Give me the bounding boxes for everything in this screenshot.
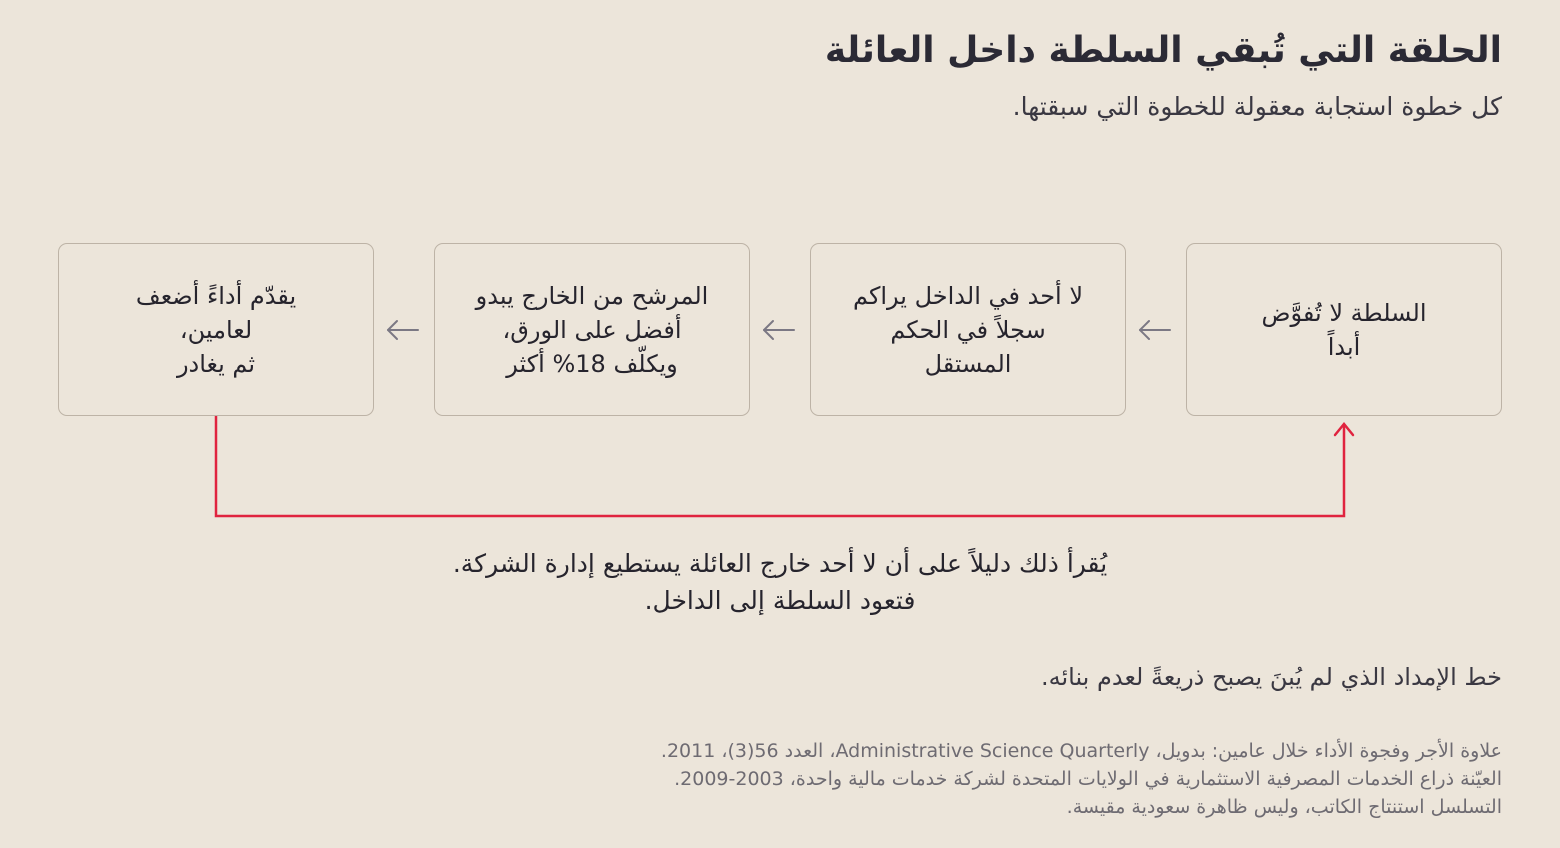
page-title: الحلقة التي تُبقي السلطة داخل العائلة: [824, 30, 1502, 71]
loop-caption: [380, 545, 1180, 619]
step-1-line-2: أبداً: [1327, 332, 1361, 361]
step-3-line-2: أفضل على الورق،: [502, 315, 682, 344]
step-4-line-3: ثم يغادر: [176, 349, 256, 378]
arrow-left-icon: [764, 321, 794, 339]
step-3-line-1: المرشح من الخارج يبدو: [475, 281, 709, 310]
step-4-line-2: لعامين،: [179, 315, 253, 344]
step-2-line-3: المستقل: [924, 349, 1012, 378]
step-1-line-1: السلطة لا تُفوَّض: [1261, 298, 1427, 327]
arrow-left-icon: [1140, 321, 1170, 339]
step-3-line-3: ويكلّف 18% أكثر: [506, 349, 678, 378]
loop-caption-line-2: فتعود السلطة إلى الداخل.: [644, 586, 916, 615]
arrow-left-icon: [388, 321, 418, 339]
loop-caption-line-1: يُقرأ ذلك دليلاً على أن لا أحد خارج العائلة يستطيع إدارة الشركة.: [452, 549, 1108, 578]
source-line-3: التسلسل استنتاج الكاتب، وليس ظاهرة سعودية مقيسة.: [1066, 796, 1502, 818]
page-subtitle: كل خطوة استجابة معقولة للخطوة التي سبقتها.: [1012, 92, 1502, 121]
step-4-line-1: يقدّم أداءً أضعف: [135, 281, 297, 310]
sources-note: [661, 737, 1502, 821]
source-line-2: العيّنة ذراع الخدمات المصرفية الاستثمارية في الولايات المتحدة لشركة خدمات مالية واحدة، 2003-2009.: [674, 768, 1502, 790]
step-2-line-2: سجلاً في الحكم: [890, 315, 1046, 344]
step-2-line-1: لا أحد في الداخل يراكم: [852, 281, 1084, 310]
takeaway-text: خط الإمداد الذي لم يُبنَ يصبح ذريعةً لعدم بنائه.: [1040, 663, 1502, 691]
source-line-1: علاوة الأجر وفجوة الأداء خلال عامين: بدويل، Administrative Science Quarterly، العدد 56(3)، 2011.: [660, 740, 1502, 762]
feedback-loop-arrow: [216, 416, 1353, 516]
